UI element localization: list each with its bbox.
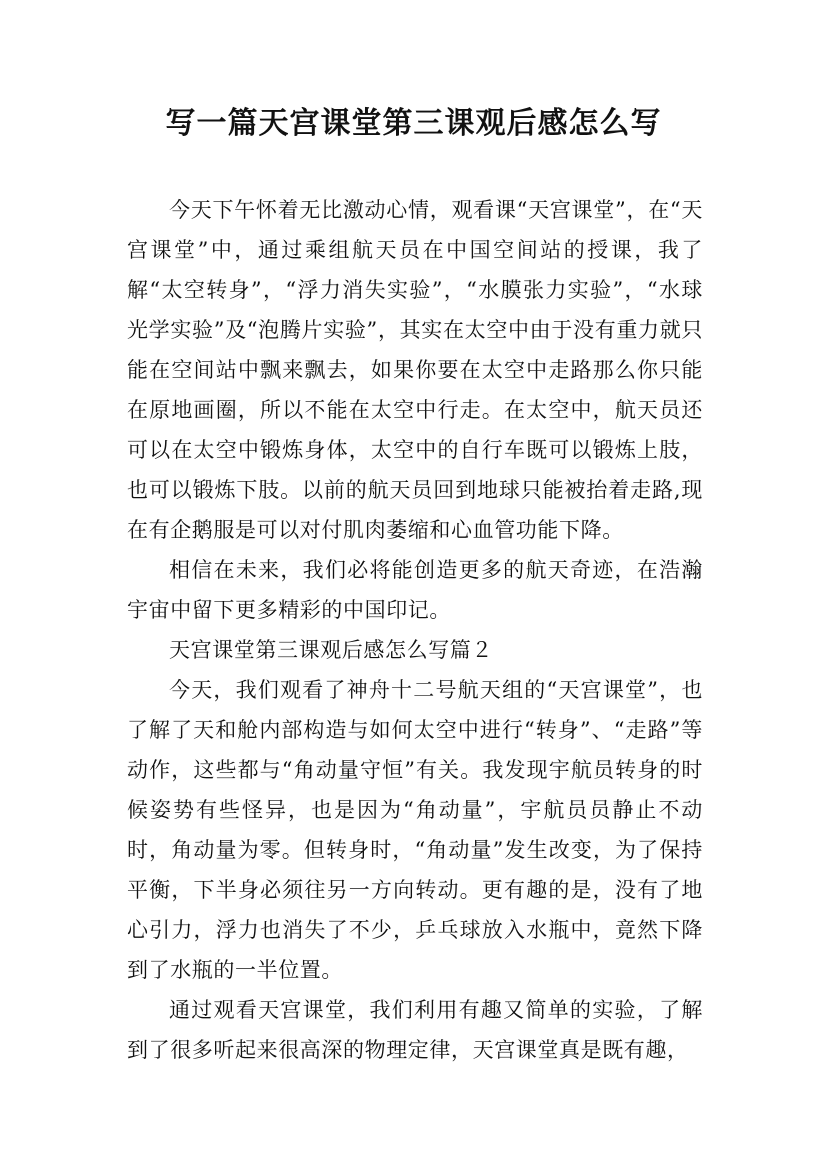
document-title: 写一篇天宫课堂第三课观后感怎么写 bbox=[165, 106, 662, 141]
paragraph-2: 相信在未来，我们必将能创造更多的航天奇迹，在浩瀚宇宙中留下更多精彩的中国印记。 bbox=[127, 558, 703, 622]
section-heading: 天宫课堂第三课观后感怎么写篇２ bbox=[169, 638, 493, 662]
document-body bbox=[127, 190, 703, 1070]
paragraph-1: 今天下午怀着无比激动心情，观看课“天宫课堂”，在“天宫课堂”中，通过乘组航天员在中国空间站的授课，我了解“太空转身”，“浮力消失实验”，“水膜张力实验”，“水球光学实验”及“泡腾片实验”，其实在太空中由于没有重力就只能在空间站中飘来飘去，如果你要在太空中走路那么你只能在原地画圈，所以不能在太空中行走。在太空中，航天员还可以在太空中锻炼身体，太空中的自行车既可以锻炼上肢，也可以锻炼下肢。以前的航天员回到地球只能被抬着走路,现在有企鹅服是可以对付肌肉萎缩和心血管功能下降。 bbox=[127, 198, 703, 542]
paragraph-3: 今天，我们观看了神舟十二号航天组的“天宫课堂”，也了解了天和舱内部构造与如何太空中进行“转身”、“走路”等动作，这些都与“角动量守恒”有关。我发现宇航员转身的时候姿势有些怪异，也是因为“角动量”，宇航员员静止不动时，角动量为零。但转身时，“角动量”发生改变，为了保持平衡，下半身必须往另一方向转动。更有趣的是，没有了地心引力，浮力也消失了不少，乒乓球放入水瓶中，竟然下降到了水瓶的一半位置。 bbox=[127, 678, 703, 982]
paragraph-4: 通过观看天宫课堂，我们利用有趣又简单的实验，了解到了很多听起来很高深的物理定律，天宫课堂真是既有趣， bbox=[127, 998, 703, 1062]
